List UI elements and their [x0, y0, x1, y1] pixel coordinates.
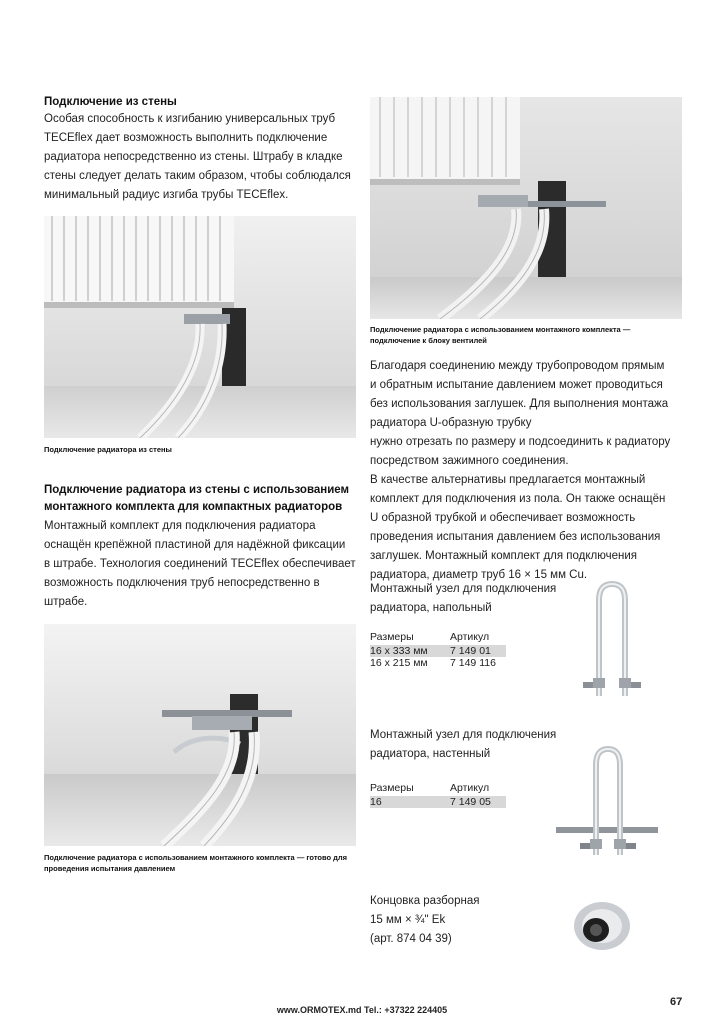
text-line: комплект для подключения из пола. Он также оснащён — [370, 493, 666, 505]
title-line: Монтажный узел для подключения — [370, 583, 557, 595]
column-header-size: Размеры — [370, 631, 414, 643]
product-image-wall-u-pipe — [552, 743, 662, 867]
section-heading-compact-radiators — [44, 482, 349, 516]
product-table-floor-unit — [370, 631, 506, 669]
text-line: радиатора U-образную трубку — [370, 417, 532, 429]
column-header-article: Артикул — [450, 782, 490, 794]
product-title-wall-unit — [370, 726, 570, 764]
text-line: Монтажный комплект для подключения радиатора — [44, 520, 316, 532]
text-line: штрабе. — [44, 596, 88, 608]
text-line: в штрабе. Технология соединений TECEflex обеспечивает — [44, 558, 356, 570]
text-line: посредством зажимного соединения. — [370, 455, 569, 467]
photo-pressure-test-ready — [44, 624, 356, 846]
title-line: радиатора, настенный — [370, 748, 491, 760]
caption-line: Подключение радиатора с использованием монтажного комплекта — готово для — [44, 853, 348, 862]
table-header — [370, 631, 506, 643]
text-line: радиатора непосредственно из стены. Штрабу в кладке — [44, 151, 343, 163]
product-text-end-fitting — [370, 892, 570, 949]
text-line: U образной трубкой и обеспечивает возможность — [370, 512, 636, 524]
photo-radiator-valve-block — [370, 97, 682, 319]
text-line: без использования заглушек. Для выполнения монтажа — [370, 398, 669, 410]
column-header-article: Артикул — [450, 631, 490, 643]
caption-line: подключение к блоку вентилей — [370, 336, 487, 345]
text-line: 15 мм × ¾" Ek — [370, 914, 446, 926]
cell-article: 7 149 05 — [450, 796, 491, 808]
heading-line: Подключение радиатора из стены с использованием — [44, 484, 350, 496]
table-row — [370, 657, 506, 669]
photo-radiator-wall-connection — [44, 216, 356, 438]
title-line: Монтажный узел для подключения — [370, 729, 557, 741]
title-line: радиатора, напольный — [370, 602, 492, 614]
text-line: минимальный радиус изгиба трубы TECEflex. — [44, 189, 289, 201]
caption-line: проведения испытания давлением — [44, 864, 176, 873]
table-row — [370, 645, 506, 657]
caption-line: Подключение радиатора с использованием монтажного комплекта — — [370, 325, 631, 334]
text-line: (арт. 874 04 39) — [370, 933, 452, 945]
cell-article: 7 149 01 — [450, 645, 491, 657]
cell-size: 16 x 215 мм — [370, 657, 428, 669]
text-line: стены следует делать таким образом, чтобы соблюдался — [44, 170, 351, 182]
text-line: и обратным испытание давлением может проводиться — [370, 379, 663, 391]
table-row — [370, 796, 506, 808]
text-line: оснащён крепёжной пластиной для надёжной фиксации — [44, 539, 346, 551]
text-line: возможность подключения труб непосредственно в — [44, 577, 320, 589]
section-heading-wall-connection: Подключение из стены — [44, 96, 177, 108]
text-line: нужно отрезать по размеру и подсоединить к радиатору — [370, 436, 671, 448]
section-text-compact-radiators — [44, 517, 364, 612]
cell-size: 16 — [370, 796, 382, 808]
table-header — [370, 782, 506, 794]
section-text-wall-connection — [44, 110, 354, 205]
right-column-text — [370, 357, 690, 585]
text-line: В качестве альтернативы предлагается монтажный — [370, 474, 646, 486]
footer-contact: www.ORMOTEX.md Tel.: +37322 224405 — [276, 1005, 448, 1015]
text-line: TECEflex дает возможность выполнить подключение — [44, 132, 328, 144]
text-line: заглушек. Монтажный комплект для подключения — [370, 550, 638, 562]
product-image-end-fitting — [566, 896, 636, 956]
heading-line: монтажного комплекта для компактных радиаторов — [44, 501, 343, 513]
text-line: радиатора, диаметр труб 16 × 15 мм Cu. — [370, 569, 588, 581]
text-line: Особая способность к изгибанию универсальных труб — [44, 113, 336, 125]
text-line: Концовка разборная — [370, 895, 480, 907]
product-title-floor-unit — [370, 580, 570, 618]
text-line: проведения испытания давлением без использования — [370, 531, 661, 543]
product-image-floor-u-pipe — [575, 578, 655, 706]
cell-size: 16 x 333 мм — [370, 645, 428, 657]
cell-article: 7 149 116 — [450, 657, 496, 669]
product-table-wall-unit — [370, 782, 506, 808]
photo-caption-pressure-test — [44, 852, 347, 874]
page-number: 67 — [670, 996, 683, 1008]
photo-caption-valve-block — [370, 324, 630, 346]
text-line: Благодаря соединению между трубопроводом прямым — [370, 360, 665, 372]
column-header-size: Размеры — [370, 782, 414, 794]
photo-caption-wall-connection: Подключение радиатора из стены — [44, 445, 172, 454]
